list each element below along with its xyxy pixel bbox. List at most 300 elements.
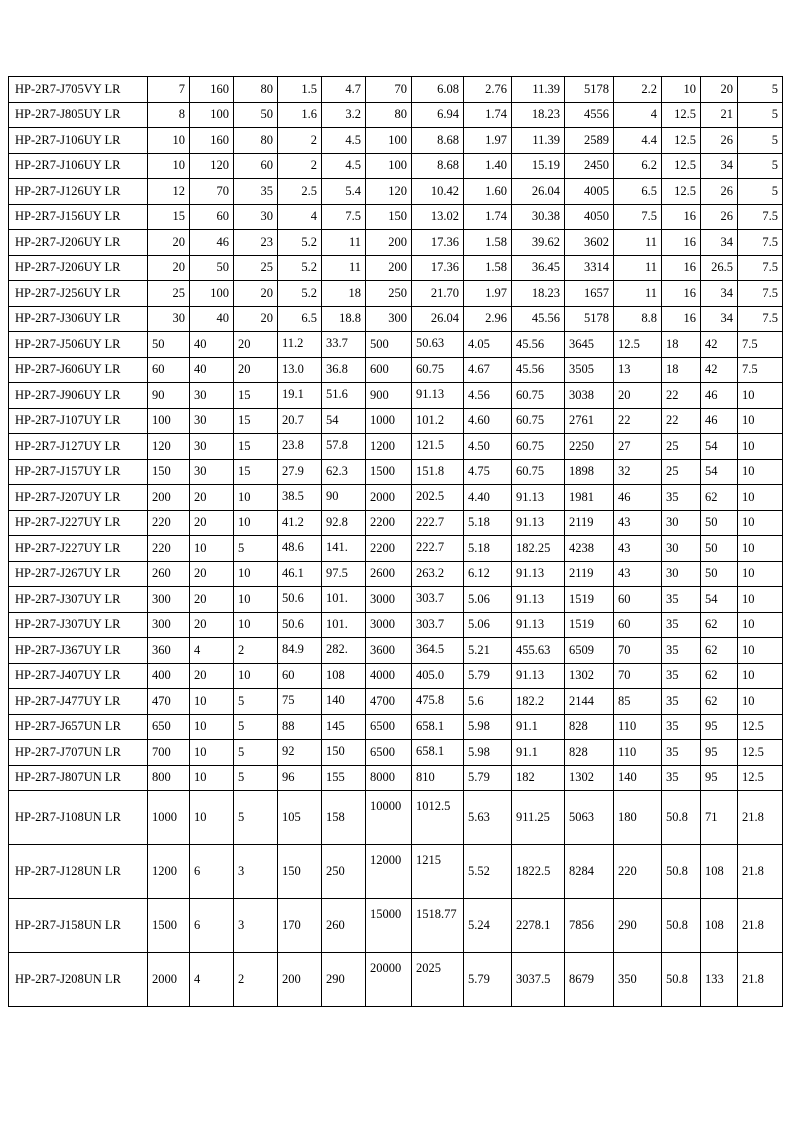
table-row — [9, 536, 783, 562]
value-cell: 30 — [662, 561, 701, 587]
value-cell: 95 — [701, 740, 738, 766]
value-cell: 20 — [701, 77, 738, 103]
value-cell: 4000 — [366, 663, 412, 689]
value-cell: 15 — [234, 434, 278, 460]
value-cell: 20.7 — [278, 408, 322, 434]
value-cell: 1519 — [565, 612, 614, 638]
value-cell: 20 — [190, 510, 234, 536]
value-cell: 7.5 — [738, 306, 783, 332]
value-cell: 1981 — [565, 485, 614, 511]
model-cell: HP-2R7-J705VY LR — [9, 77, 148, 103]
value-cell: 16 — [662, 306, 701, 332]
value-cell: 10 — [234, 510, 278, 536]
value-cell: 35 — [662, 740, 701, 766]
model-cell: HP-2R7-J127UY LR — [9, 434, 148, 460]
value-cell: 26 — [701, 128, 738, 154]
value-cell: 11 — [322, 255, 366, 281]
value-cell: 10 — [662, 77, 701, 103]
value-cell: 6.94 — [412, 102, 464, 128]
value-cell: 200 — [148, 485, 190, 511]
value-cell: 54 — [322, 408, 366, 434]
value-cell: 13.0 — [278, 357, 322, 383]
value-cell: 10 — [190, 791, 234, 845]
value-cell: 1.6 — [278, 102, 322, 128]
value-cell: 5.79 — [464, 765, 512, 791]
model-cell: HP-2R7-J606UY LR — [9, 357, 148, 383]
model-cell: HP-2R7-J227UY LR — [9, 536, 148, 562]
value-cell: 22 — [614, 408, 662, 434]
value-cell: 150 — [278, 845, 322, 899]
value-cell: 364.5 — [412, 638, 464, 664]
value-cell: 26.5 — [701, 255, 738, 281]
spec-table-body — [9, 77, 783, 1007]
value-cell: 30 — [190, 408, 234, 434]
value-cell: 4.67 — [464, 357, 512, 383]
value-cell: 20 — [234, 357, 278, 383]
value-cell: 30 — [148, 306, 190, 332]
value-cell: 108 — [701, 845, 738, 899]
value-cell: 5 — [234, 765, 278, 791]
model-cell: HP-2R7-J158UN LR — [9, 899, 148, 953]
value-cell: 21.8 — [738, 899, 783, 953]
value-cell: 84.9 — [278, 638, 322, 664]
model-cell: HP-2R7-J157UY LR — [9, 459, 148, 485]
value-cell: 75 — [278, 689, 322, 715]
value-cell: 303.7 — [412, 612, 464, 638]
value-cell: 5.2 — [278, 281, 322, 307]
value-cell: 13 — [614, 357, 662, 383]
value-cell: 133 — [701, 953, 738, 1007]
value-cell: 60.75 — [512, 408, 565, 434]
value-cell: 2 — [234, 638, 278, 664]
value-cell: 30 — [190, 383, 234, 409]
value-cell: 2 — [278, 128, 322, 154]
value-cell: 43 — [614, 510, 662, 536]
value-cell: 46.1 — [278, 561, 322, 587]
value-cell: 2250 — [565, 434, 614, 460]
value-cell: 62 — [701, 638, 738, 664]
value-cell: 7.5 — [738, 230, 783, 256]
value-cell: 7.5 — [738, 332, 783, 358]
value-cell: 10 — [738, 689, 783, 715]
table-row — [9, 765, 783, 791]
value-cell: 60 — [614, 587, 662, 613]
table-row — [9, 899, 783, 953]
value-cell: 15 — [234, 408, 278, 434]
value-cell: 1822.5 — [512, 845, 565, 899]
value-cell: 900 — [366, 383, 412, 409]
value-cell: 3 — [234, 845, 278, 899]
value-cell: 121.5 — [412, 434, 464, 460]
value-cell: 20 — [148, 230, 190, 256]
value-cell: 20 — [234, 281, 278, 307]
value-cell: 5.2 — [278, 255, 322, 281]
value-cell: 34 — [701, 281, 738, 307]
value-cell: 1215 — [412, 845, 464, 899]
table-row — [9, 204, 783, 230]
value-cell: 35 — [662, 663, 701, 689]
value-cell: 6500 — [366, 740, 412, 766]
value-cell: 50.8 — [662, 845, 701, 899]
table-row — [9, 434, 783, 460]
value-cell: 1012.5 — [412, 791, 464, 845]
value-cell: 91.13 — [512, 663, 565, 689]
value-cell: 101. — [322, 612, 366, 638]
value-cell: 5 — [738, 77, 783, 103]
value-cell: 5.21 — [464, 638, 512, 664]
value-cell: 2200 — [366, 536, 412, 562]
value-cell: 7.5 — [738, 204, 783, 230]
value-cell: 32 — [614, 459, 662, 485]
value-cell: 5.52 — [464, 845, 512, 899]
value-cell: 20000 — [366, 953, 412, 1007]
value-cell: 54 — [701, 434, 738, 460]
value-cell: 10 — [738, 638, 783, 664]
value-cell: 810 — [412, 765, 464, 791]
value-cell: 6500 — [366, 714, 412, 740]
model-cell: HP-2R7-J657UN LR — [9, 714, 148, 740]
value-cell: 7.5 — [614, 204, 662, 230]
value-cell: 160 — [190, 128, 234, 154]
value-cell: 5 — [738, 179, 783, 205]
value-cell: 1.74 — [464, 204, 512, 230]
value-cell: 15 — [234, 383, 278, 409]
value-cell: 10 — [738, 663, 783, 689]
value-cell: 15 — [148, 204, 190, 230]
value-cell: 12 — [148, 179, 190, 205]
value-cell: 34 — [701, 230, 738, 256]
value-cell: 200 — [278, 953, 322, 1007]
value-cell: 33.7 — [322, 332, 366, 358]
value-cell: 1.58 — [464, 255, 512, 281]
value-cell: 108 — [322, 663, 366, 689]
value-cell: 20 — [234, 332, 278, 358]
table-row — [9, 383, 783, 409]
table-row — [9, 689, 783, 715]
value-cell: 4.5 — [322, 128, 366, 154]
value-cell: 20 — [234, 306, 278, 332]
value-cell: 5.98 — [464, 740, 512, 766]
value-cell: 21.8 — [738, 791, 783, 845]
table-row — [9, 459, 783, 485]
value-cell: 50 — [190, 255, 234, 281]
value-cell: 60.75 — [412, 357, 464, 383]
value-cell: 70 — [190, 179, 234, 205]
value-cell: 30.38 — [512, 204, 565, 230]
value-cell: 50.8 — [662, 791, 701, 845]
value-cell: 20 — [190, 561, 234, 587]
model-cell: HP-2R7-J307UY LR — [9, 587, 148, 613]
value-cell: 10 — [190, 765, 234, 791]
value-cell: 4 — [190, 638, 234, 664]
value-cell: 91.13 — [512, 485, 565, 511]
value-cell: 13.02 — [412, 204, 464, 230]
value-cell: 202.5 — [412, 485, 464, 511]
table-row — [9, 740, 783, 766]
value-cell: 62 — [701, 663, 738, 689]
value-cell: 10 — [234, 561, 278, 587]
value-cell: 4.7 — [322, 77, 366, 103]
value-cell: 91.13 — [412, 383, 464, 409]
value-cell: 97.5 — [322, 561, 366, 587]
value-cell: 7.5 — [322, 204, 366, 230]
value-cell: 35 — [662, 689, 701, 715]
value-cell: 6.08 — [412, 77, 464, 103]
value-cell: 658.1 — [412, 740, 464, 766]
value-cell: 100 — [148, 408, 190, 434]
value-cell: 290 — [322, 953, 366, 1007]
value-cell: 62 — [701, 612, 738, 638]
value-cell: 25 — [662, 459, 701, 485]
value-cell: 15.19 — [512, 153, 565, 179]
value-cell: 43 — [614, 561, 662, 587]
value-cell: 17.36 — [412, 230, 464, 256]
value-cell: 85 — [614, 689, 662, 715]
model-cell: HP-2R7-J206UY LR — [9, 230, 148, 256]
value-cell: 4700 — [366, 689, 412, 715]
value-cell: 50 — [701, 561, 738, 587]
value-cell: 4556 — [565, 102, 614, 128]
value-cell: 110 — [614, 714, 662, 740]
value-cell: 182.25 — [512, 536, 565, 562]
model-cell: HP-2R7-J407UY LR — [9, 663, 148, 689]
value-cell: 120 — [366, 179, 412, 205]
value-cell: 650 — [148, 714, 190, 740]
value-cell: 25 — [234, 255, 278, 281]
value-cell: 100 — [190, 281, 234, 307]
value-cell: 4 — [190, 953, 234, 1007]
value-cell: 300 — [366, 306, 412, 332]
value-cell: 23.8 — [278, 434, 322, 460]
value-cell: 10 — [738, 434, 783, 460]
value-cell: 10 — [738, 383, 783, 409]
value-cell: 145 — [322, 714, 366, 740]
value-cell: 4.05 — [464, 332, 512, 358]
value-cell: 5 — [738, 128, 783, 154]
value-cell: 4.5 — [322, 153, 366, 179]
value-cell: 108 — [701, 899, 738, 953]
value-cell: 51.6 — [322, 383, 366, 409]
table-row — [9, 153, 783, 179]
value-cell: 1200 — [366, 434, 412, 460]
value-cell: 19.1 — [278, 383, 322, 409]
value-cell: 500 — [366, 332, 412, 358]
value-cell: 5 — [234, 536, 278, 562]
value-cell: 3314 — [565, 255, 614, 281]
value-cell: 50.8 — [662, 899, 701, 953]
table-row — [9, 845, 783, 899]
model-cell: HP-2R7-J807UN LR — [9, 765, 148, 791]
value-cell: 54 — [701, 459, 738, 485]
value-cell: 100 — [190, 102, 234, 128]
value-cell: 62.3 — [322, 459, 366, 485]
value-cell: 60 — [614, 612, 662, 638]
table-row — [9, 128, 783, 154]
table-row — [9, 306, 783, 332]
value-cell: 2000 — [148, 953, 190, 1007]
table-row — [9, 357, 783, 383]
value-cell: 12.5 — [662, 179, 701, 205]
table-row — [9, 791, 783, 845]
value-cell: 3037.5 — [512, 953, 565, 1007]
value-cell: 54 — [701, 587, 738, 613]
value-cell: 46 — [701, 408, 738, 434]
value-cell: 12.5 — [662, 153, 701, 179]
value-cell: 1.97 — [464, 281, 512, 307]
value-cell: 180 — [614, 791, 662, 845]
value-cell: 35 — [662, 714, 701, 740]
value-cell: 10 — [738, 510, 783, 536]
value-cell: 1.97 — [464, 128, 512, 154]
value-cell: 40 — [190, 357, 234, 383]
value-cell: 60.75 — [512, 434, 565, 460]
value-cell: 22 — [662, 408, 701, 434]
model-cell: HP-2R7-J307UY LR — [9, 612, 148, 638]
model-cell: HP-2R7-J306UY LR — [9, 306, 148, 332]
value-cell: 2.76 — [464, 77, 512, 103]
value-cell: 50.6 — [278, 587, 322, 613]
value-cell: 10 — [190, 536, 234, 562]
value-cell: 1000 — [366, 408, 412, 434]
value-cell: 20 — [190, 612, 234, 638]
value-cell: 46 — [614, 485, 662, 511]
model-cell: HP-2R7-J227UY LR — [9, 510, 148, 536]
value-cell: 5.79 — [464, 663, 512, 689]
value-cell: 1500 — [366, 459, 412, 485]
value-cell: 18 — [322, 281, 366, 307]
value-cell: 4050 — [565, 204, 614, 230]
value-cell: 6509 — [565, 638, 614, 664]
value-cell: 1657 — [565, 281, 614, 307]
table-row — [9, 408, 783, 434]
value-cell: 7.5 — [738, 357, 783, 383]
value-cell: 182 — [512, 765, 565, 791]
value-cell: 70 — [614, 638, 662, 664]
value-cell: 3505 — [565, 357, 614, 383]
value-cell: 11 — [614, 230, 662, 256]
value-cell: 5 — [738, 153, 783, 179]
value-cell: 3038 — [565, 383, 614, 409]
value-cell: 21.8 — [738, 953, 783, 1007]
value-cell: 40 — [190, 306, 234, 332]
value-cell: 38.5 — [278, 485, 322, 511]
value-cell: 35 — [662, 638, 701, 664]
value-cell: 18 — [662, 357, 701, 383]
value-cell: 3 — [234, 899, 278, 953]
value-cell: 91.1 — [512, 714, 565, 740]
value-cell: 8284 — [565, 845, 614, 899]
value-cell: 158 — [322, 791, 366, 845]
value-cell: 220 — [148, 536, 190, 562]
value-cell: 7 — [148, 77, 190, 103]
value-cell: 4 — [278, 204, 322, 230]
value-cell: 3.2 — [322, 102, 366, 128]
value-cell: 18.8 — [322, 306, 366, 332]
value-cell: 2 — [278, 153, 322, 179]
value-cell: 5.24 — [464, 899, 512, 953]
value-cell: 18.23 — [512, 281, 565, 307]
value-cell: 43 — [614, 536, 662, 562]
value-cell: 290 — [614, 899, 662, 953]
value-cell: 10 — [190, 689, 234, 715]
value-cell: 35 — [662, 485, 701, 511]
value-cell: 91.13 — [512, 612, 565, 638]
model-cell: HP-2R7-J106UY LR — [9, 128, 148, 154]
value-cell: 30 — [662, 510, 701, 536]
value-cell: 90 — [148, 383, 190, 409]
value-cell: 2600 — [366, 561, 412, 587]
model-cell: HP-2R7-J506UY LR — [9, 332, 148, 358]
value-cell: 160 — [190, 77, 234, 103]
value-cell: 27.9 — [278, 459, 322, 485]
value-cell: 2119 — [565, 510, 614, 536]
value-cell: 141. — [322, 536, 366, 562]
value-cell: 15000 — [366, 899, 412, 953]
table-row — [9, 953, 783, 1007]
value-cell: 11 — [322, 230, 366, 256]
value-cell: 182.2 — [512, 689, 565, 715]
value-cell: 92.8 — [322, 510, 366, 536]
table-row — [9, 255, 783, 281]
value-cell: 6.2 — [614, 153, 662, 179]
value-cell: 10 — [738, 612, 783, 638]
value-cell: 8 — [148, 102, 190, 128]
value-cell: 5.18 — [464, 510, 512, 536]
value-cell: 12.5 — [614, 332, 662, 358]
value-cell: 360 — [148, 638, 190, 664]
value-cell: 2119 — [565, 561, 614, 587]
value-cell: 42 — [701, 357, 738, 383]
value-cell: 40 — [190, 332, 234, 358]
value-cell: 151.8 — [412, 459, 464, 485]
value-cell: 34 — [701, 306, 738, 332]
value-cell: 50.8 — [662, 953, 701, 1007]
value-cell: 96 — [278, 765, 322, 791]
value-cell: 21 — [701, 102, 738, 128]
table-row — [9, 510, 783, 536]
value-cell: 34 — [701, 153, 738, 179]
table-row — [9, 663, 783, 689]
value-cell: 27 — [614, 434, 662, 460]
value-cell: 11 — [614, 255, 662, 281]
value-cell: 30 — [190, 459, 234, 485]
value-cell: 20 — [190, 485, 234, 511]
value-cell: 60 — [190, 204, 234, 230]
value-cell: 5178 — [565, 77, 614, 103]
value-cell: 2.5 — [278, 179, 322, 205]
value-cell: 95 — [701, 714, 738, 740]
value-cell: 1.74 — [464, 102, 512, 128]
value-cell: 35 — [662, 765, 701, 791]
table-row — [9, 281, 783, 307]
value-cell: 101. — [322, 587, 366, 613]
value-cell: 35 — [662, 587, 701, 613]
model-cell: HP-2R7-J206UY LR — [9, 255, 148, 281]
value-cell: 1.58 — [464, 230, 512, 256]
value-cell: 50 — [701, 510, 738, 536]
value-cell: 10 — [738, 459, 783, 485]
value-cell: 25 — [662, 434, 701, 460]
value-cell: 12.5 — [738, 740, 783, 766]
value-cell: 828 — [565, 714, 614, 740]
value-cell: 11.39 — [512, 128, 565, 154]
table-row — [9, 230, 783, 256]
value-cell: 10 — [234, 612, 278, 638]
value-cell: 455.63 — [512, 638, 565, 664]
value-cell: 4.60 — [464, 408, 512, 434]
table-row — [9, 485, 783, 511]
model-cell: HP-2R7-J106UY LR — [9, 153, 148, 179]
